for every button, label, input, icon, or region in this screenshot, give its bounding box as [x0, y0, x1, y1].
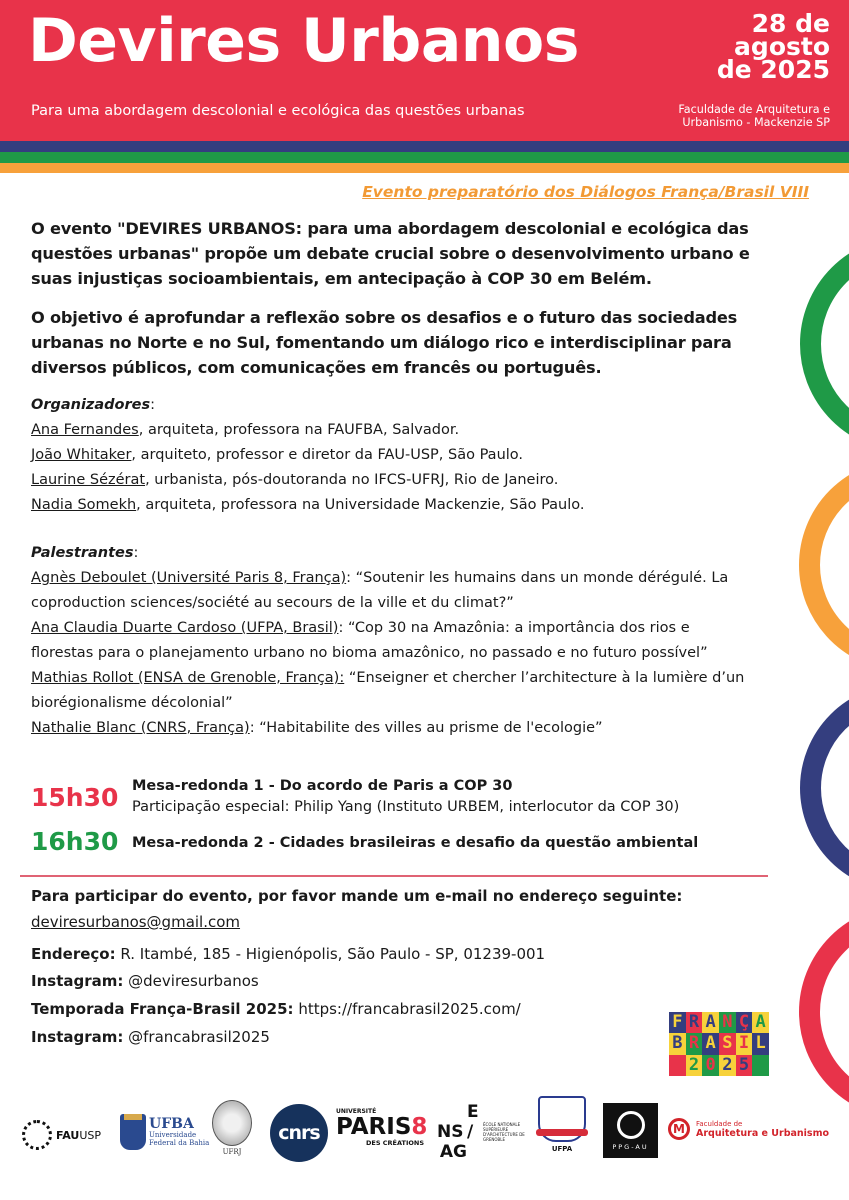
email-link[interactable]: deviresurbanos@gmail.com — [31, 913, 241, 931]
speakers-heading: Palestrantes: — [31, 545, 139, 561]
speaker-item: Agnès Deboulet (Université Paris 8, França): “Soutenir les humains dans un monde dérégulé. La coproduction sciences/société au secours de la ville et du climat?” — [31, 570, 729, 611]
red-ring-decoration — [799, 905, 849, 1119]
ufba-logo: UFBA Universidade Federal da Bahia — [120, 1108, 209, 1156]
speaker-name[interactable]: Ana Claudia Duarte Cardoso (UFPA, Brasil) — [31, 620, 339, 636]
stripe-green — [0, 152, 849, 163]
organizer-item: Ana Fernandes, arquiteta, professora na FAUFBA, Salvador. — [31, 422, 460, 438]
fauusp-logo: FAUUSP — [22, 1115, 101, 1155]
event-date — [716, 9, 830, 84]
shield-icon — [120, 1114, 146, 1150]
event-venue — [678, 103, 830, 129]
schedule-time-2: 16h30 — [31, 827, 119, 856]
page-subtitle: Para uma abordagem descolonial e ecológica das questões urbanas — [31, 103, 525, 119]
schedule-title-1: Mesa-redonda 1 - Do acordo de Paris a COP 30 — [132, 778, 513, 794]
sun-icon — [22, 1120, 52, 1150]
cnrs-logo: cnrs — [270, 1104, 328, 1162]
organizers-section — [31, 393, 771, 518]
orange-ring-decoration — [799, 459, 849, 671]
mackenzie-m-icon: M — [668, 1118, 690, 1140]
organizers-heading: Organizadores: — [31, 397, 156, 413]
instagram-2-line: Instagram: @francabrasil2025 — [31, 1028, 270, 1046]
schedule-title-2: Mesa-redonda 2 - Cidades brasileiras e desafio da questão ambiental — [132, 835, 699, 851]
mackenzie-fau-logo: M Faculdade de Arquitetura e Urbanismo — [668, 1118, 829, 1140]
talk-title: “Enseigner et chercher l’architecture à la lumière d’un biorégionalisme décolonial” — [31, 670, 745, 711]
speaker-name[interactable]: Agnès Deboulet (Université Paris 8, França) — [31, 570, 347, 586]
blue-ring-decoration — [800, 684, 849, 892]
talk-title: “Cop 30 na Amazônia: a importância dos rios e florestas para o planejamento urbano no bioma amazônico, no passado e no futuro possível” — [31, 620, 708, 661]
ensag-logo: E NS / AG ÉCOLE NATIONALE SUPÉRIEURE D'ARCHITECTURE DE GRENOBLE — [437, 1102, 525, 1162]
intro-paragraph-1: O evento "DEVIRES URBANOS: para uma abordagem descolonial e ecológica das questões urbanas" propõe um debate crucial sobre o desenvolvimento urbano e suas injustiças socioambientais, em antecipação à COP 30 em Belém. — [31, 219, 750, 288]
schedule-time-1: 15h30 — [31, 783, 119, 812]
organizer-name[interactable]: João Whitaker — [31, 447, 132, 463]
instagram-line: Instagram: @deviresurbanos — [31, 972, 259, 990]
instagram-handle[interactable]: @deviresurbanos — [123, 972, 259, 990]
ppgau-logo: PPG-AU — [603, 1103, 658, 1158]
green-ring-decoration — [800, 236, 849, 452]
stripe-orange — [0, 163, 849, 173]
page-title: Devires Urbanos — [28, 6, 579, 76]
ufrj-logo: UFRJ — [212, 1100, 252, 1156]
venue-line: Urbanismo - Mackenzie SP — [682, 116, 830, 129]
address-line: Endereço: R. Itambé, 185 - Higienópolis, São Paulo - SP, 01239-001 — [31, 945, 546, 963]
season-url-link[interactable]: https://francabrasil2025.com/ — [293, 1000, 521, 1018]
date-line: agosto — [734, 32, 830, 61]
date-line: de 2025 — [716, 55, 830, 84]
stripe-blue — [0, 141, 849, 152]
speaker-item: Ana Claudia Duarte Cardoso (UFPA, Brasil): “Cop 30 na Amazônia: a importância dos rios e florestas para o planejamento urbano no bioma amazônico, no passado e no futuro possível” — [31, 620, 708, 661]
season-line: Temporada França-Brasil 2025: https://francabrasil2025.com/ — [31, 1000, 521, 1018]
intro-paragraph-2: O objetivo é aprofundar a reflexão sobre os desafios e o futuro das sociedades urbanas no Norte e no Sul, fomentando um diálogo rico e interdisciplinar para diversos públicos, com comunicações em francês ou português. — [31, 308, 738, 377]
seal-icon — [212, 1100, 252, 1146]
franca-brasil-2025-logo: F R A N Ç A B R A S I L 2 0 2 5 — [669, 1012, 769, 1076]
date-line: 28 de — [751, 9, 830, 38]
organizer-item: Laurine Sézérat, urbanista, pós-doutoranda no IFCS-UFRJ, Rio de Janeiro. — [31, 472, 559, 488]
speaker-item: Nathalie Blanc (CNRS, França): “Habitabilite des villes au prisme de l'ecologie” — [31, 720, 603, 736]
instagram-2-handle[interactable]: @francabrasil2025 — [123, 1028, 270, 1046]
organizer-name[interactable]: Laurine Sézérat — [31, 472, 146, 488]
venue-line: Faculdade de Arquitetura e — [678, 103, 830, 116]
talk-title: “Soutenir les humains dans un monde dérégulé. La coproduction sciences/société au secours de la ville et du climat?” — [31, 570, 729, 611]
paris8-logo: UNIVERSITÉ PARIS8 DES CRÉATIONS — [336, 1108, 428, 1147]
speaker-name[interactable]: Mathias Rollot (ENSA de Grenoble, França): — [31, 670, 345, 686]
speaker-item — [31, 666, 746, 716]
organizer-item: Nadia Somekh, arquiteta, professora na Universidade Mackenzie, São Paulo. — [31, 497, 585, 513]
speaker-name[interactable]: Nathalie Blanc (CNRS, França) — [31, 720, 250, 736]
organizer-name[interactable]: Nadia Somekh — [31, 497, 137, 513]
section-divider — [20, 875, 768, 877]
talk-title: “Habitabilite des villes au prisme de l'ecologie” — [259, 720, 603, 736]
speakers-section — [31, 541, 746, 741]
preparatory-event-link[interactable]: Evento preparatório dos Diálogos França/Brasil VIII — [362, 183, 809, 201]
organizer-name[interactable]: Ana Fernandes — [31, 422, 139, 438]
organizer-item: João Whitaker, arquiteto, professor e diretor da FAU-USP, São Paulo. — [31, 447, 524, 463]
schedule-note-1: Participação especial: Philip Yang (Instituto URBEM, interlocutor da COP 30) — [132, 799, 680, 815]
spiral-icon — [617, 1111, 645, 1139]
crest-icon — [538, 1096, 586, 1142]
ufpa-logo: UFPA — [538, 1096, 586, 1153]
participation-instructions: Para participar do evento, por favor mande um e-mail no endereço seguinte: — [31, 887, 683, 905]
